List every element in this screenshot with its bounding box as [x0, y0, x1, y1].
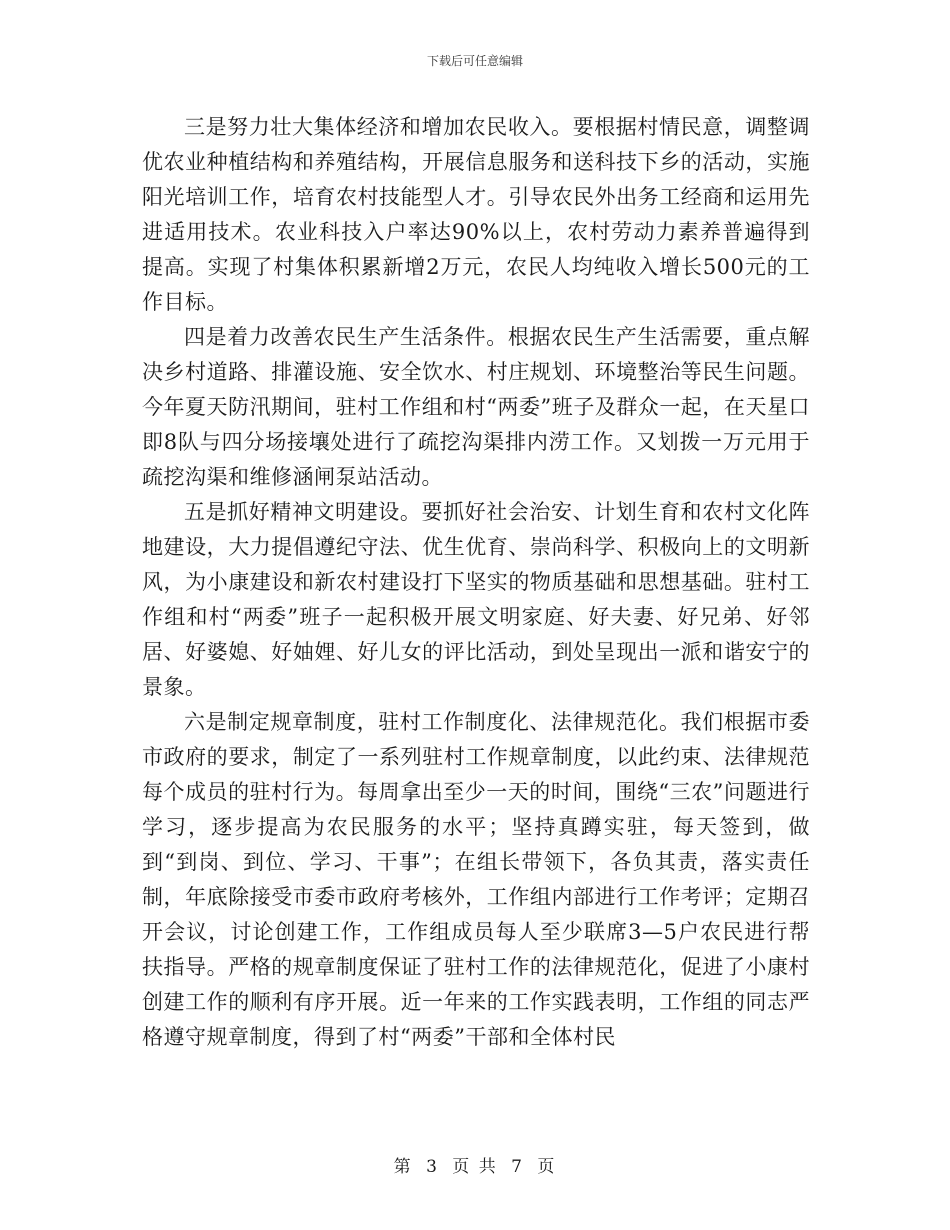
paragraph-5: 五是抓好精神文明建设。要抓好社会治安、计划生育和农村文化阵地建设，大力提倡遵纪守法、优生优育、崇尚科学、积极向上的文明新风，为小康建设和新农村建设打下坚实的物质基础和思想基础。驻村工作组和村“两委”班子一起积极开展文明家庭、好夫妻、好兄弟、好邻居、好婆媳、好妯娌、好儿女的评比活动，到处呈现出一派和谐安宁的景象。: [142, 500, 810, 699]
footer-prefix: 第: [393, 1157, 413, 1177]
footer-total-pages: 7: [511, 1157, 524, 1177]
paragraph-6: 六是制定规章制度，驻村工作制度化、法律规范化。我们根据市委市政府的要求，制定了一系列驻村工作规章制度，以此约束、法律规范每个成员的驻村行为。每周拿出至少一天的时间，围绕“三农”问题进行学习，逐步提高为农民服务的水平；坚持真蹲实驻，每天签到，做到“到岗、到位、学习、干事”；在组长带领下，各负其责，落实责任制，年底除接受市委市政府考核外，工作组内部进行工作考评；定期召开会议，讨论创建工作，工作组成员每人至少联席3—5户农民进行帮扶指导。严格的规章制度保证了驻村工作的法律规范化，促进了小康村创建工作的顺利有序开展。近一年来的工作实践表明，工作组的同志严格遵守规章制度，得到了村“两委”干部和全体村民: [142, 710, 810, 1049]
paragraph-4: 四是着力改善农民生产生活条件。根据农民生产生活需要，重点解决乡村道路、排灌设施、安全饮水、村庄规划、环境整治等民生问题。今年夏天防汛期间，驻村工作组和村“两委”班子及群众一起，在天星口即8队与四分场接壤处进行了疏挖沟渠排内涝工作。又划拨一万元用于疏挖沟渠和维修涵闸泵站活动。: [142, 325, 810, 489]
page-footer: [0, 1152, 950, 1177]
paragraph-3: 三是努力壮大集体经济和增加农民收入。要根据村情民意，调整调优农业种植结构和养殖结构，开展信息服务和送科技下乡的活动，实施阳光培训工作，培育农村技能型人才。引导农民外出务工经商和运用先进适用技术。农业科技入户率达90%以上，农村劳动力素养普遍得到提高。实现了村集体积累新增2万元，农民人均纯收入增长500元的工作目标。: [142, 115, 810, 314]
page-header: [0, 52, 950, 69]
footer-suffix: 页: [537, 1157, 557, 1177]
header-text: 下载后可任意编辑: [426, 54, 523, 68]
footer-middle: 页 共: [452, 1157, 498, 1177]
footer-page-number: 3: [426, 1157, 439, 1177]
document-body: [142, 110, 810, 1055]
